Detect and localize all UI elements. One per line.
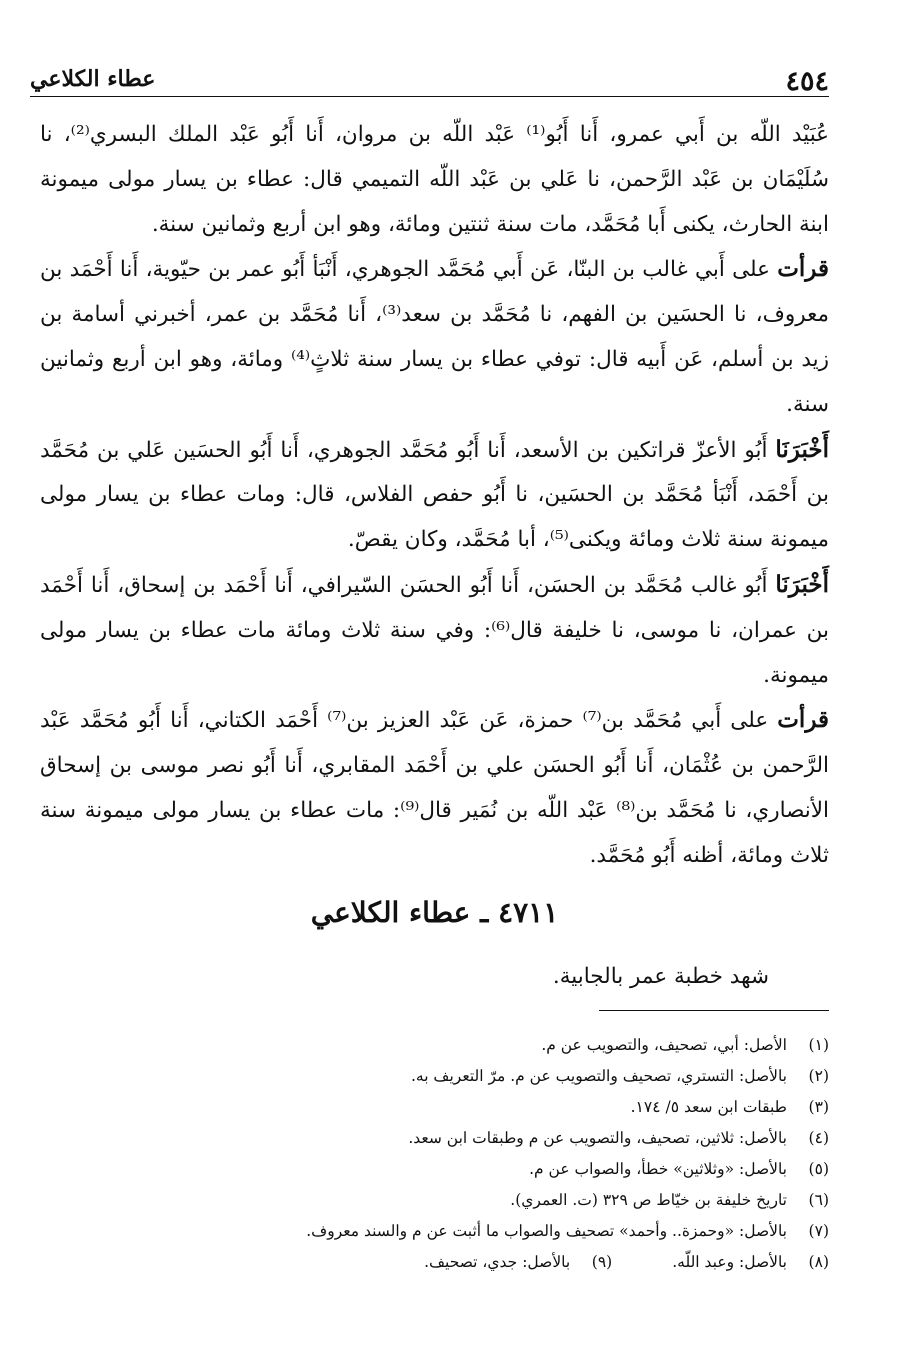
paragraph-text: أَبُو الأعزّ قراتكين بن الأسعد، أَنا أَبُو مُحَمَّد الجوهري، أَنا أَبُو الحسَين عَلي بن مُحَمَّد بن أَحْمَد، أَنْبَأ مُحَمَّد بن الحسَين، نا أَبُو حفص الفلاس، قال: ومات عطاء بن يسار مولى ميمونة سنة ثلاث ومائة ويكنى⁽⁵⁾، أبا مُحَمَّد، وكان يقصّ. [40, 437, 829, 553]
footnote-text: بالأصل: وعبد اللّه. [672, 1253, 787, 1271]
footnote [672, 1247, 829, 1278]
footnote [60, 1216, 829, 1247]
paragraph [40, 112, 829, 247]
paragraph [40, 247, 829, 427]
footnote-number: (٤) [808, 1129, 829, 1147]
footnote-number: (٥) [808, 1160, 829, 1178]
footnote-text: بالأصل: «وحمزة.. وأحمد» تصحيف والصواب ما أثبت عن م والسند معروف. [306, 1222, 787, 1240]
footnote-divider [599, 1010, 829, 1011]
paragraph-text: عُبَيْد اللّه بن أَبي عمرو، أَنا أَبُو⁽¹⁾ عَبْد اللّه بن مروان، أَنا أَبُو عَبْد الملك البسري⁽²⁾، نا سُلَيْمَان بن عَبْد الرَّحمن، نا عَلي بن عَبْد اللّه التميمي قال: عطاء بن يسار مولى ميمونة ابنة الحارث، يكنى أَبا مُحَمَّد، مات سنة ثنتين ومائة، وهو ابن أربع وثمانين سنة. [40, 122, 830, 237]
footnote-text: بالأصل: «وثلاثين» خطأ، والصواب عن م. [529, 1160, 787, 1178]
page-header [30, 58, 829, 97]
paragraph-lead: أَخْبَرَنَا [775, 435, 829, 463]
footnote-number: (٦) [808, 1191, 829, 1209]
footnote [60, 1123, 829, 1154]
footnote-row [60, 1247, 829, 1278]
footnote-number: (٩) [591, 1253, 613, 1271]
footnote [60, 1092, 829, 1123]
paragraph-lead: قرأت [777, 255, 829, 283]
paragraph-text: أَبُو غالب مُحَمَّد بن الحسَن، أَنا أَبُو الحسَن السّيرافي، أَنا أَحْمَد بن إسحاق، أَنا أَحْمَد بن عمران، نا موسى، نا خليفة قال⁽⁶⁾: وفي سنة ثلاث ومائة مات عطاء بن يسار مولى ميمونة. [40, 572, 829, 688]
footnote-text: الأصل: أبي، تصحيف، والتصويب عن م. [541, 1036, 787, 1054]
footnote-text: بالأصل: ثلاثين، تصحيف، والتصويب عن م وطبقات ابن سعد. [408, 1129, 787, 1147]
footnote [60, 1185, 829, 1216]
footnote-number: (٢) [808, 1067, 829, 1085]
main-text [40, 112, 829, 999]
footnote-text: طبقات ابن سعد ٥/ ١٧٤. [630, 1098, 787, 1116]
footnote-text: بالأصل: التستري، تصحيف والتصويب عن م. مرّ التعريف به. [410, 1067, 787, 1085]
paragraph [40, 563, 829, 698]
footnote [60, 1154, 829, 1185]
footnote-number: (٨) [808, 1253, 829, 1271]
footnote-text: بالأصل: جدي، تصحيف. [424, 1253, 571, 1271]
page-number: ٤٥٤ [785, 66, 829, 97]
paragraph-lead: قرأت [777, 706, 830, 734]
footnote-text: تاريخ خليفة بن خيّاط ص ٣٢٩ (ت. العمري). [510, 1191, 787, 1209]
section-heading: ٤٧١١ ـ عطاء الكلاعي [310, 895, 559, 929]
paragraph [40, 698, 829, 878]
footnote-number: (١) [808, 1036, 829, 1054]
paragraph-lead: أَخْبَرَنَا [775, 570, 829, 598]
footnote [60, 1030, 829, 1061]
footnote [60, 1061, 829, 1092]
footnotes [60, 1030, 829, 1278]
running-title: عطاء الكلاعي [30, 66, 156, 92]
footnote [424, 1247, 612, 1278]
paragraph-text: على أَبي مُحَمَّد بن⁽⁷⁾ حمزة، عَن عَبْد العزيز بن⁽⁷⁾ أَحْمَد الكتاني، أَنا أَبُو مُحَمَّد عَبْد الرَّحمن بن عُثْمَان، أَنا أَبُو الحسَن علي بن أَحْمَد المقابري، أَنا أَبُو نصر موسى بن إسحاق الأنصاري، نا مُحَمَّد بن⁽⁸⁾ عَبْد اللّه بن نُمَير قال⁽⁹⁾: مات عطاء بن يسار مولى ميمونة سنة ثلاث ومائة، أظنه أَبُو مُحَمَّد. [40, 708, 830, 868]
footnote-number: (٧) [808, 1222, 829, 1240]
paragraph-text: على أَبي غالب بن البنّا، عَن أَبي مُحَمَّد الجوهري، أَنْبَأ أَبُو عمر بن حيّوية، أَنا أَحْمَد بن معروف، نا الحسَين بن الفهم، نا مُحَمَّد بن سعد⁽³⁾، أَنا مُحَمَّد بن عمر، أخبرني أسامة بن زيد بن أسلم، عَن أَبيه قال: توفي عطاء بن يسار سنة ثلاثٍ⁽⁴⁾ ومائة، وهو ابن أربع وثمانين سنة. [40, 257, 829, 417]
footnote-number: (٣) [808, 1098, 829, 1116]
section-body: شهد خطبة عمر بالجابية. [552, 963, 769, 989]
paragraph [40, 428, 829, 563]
